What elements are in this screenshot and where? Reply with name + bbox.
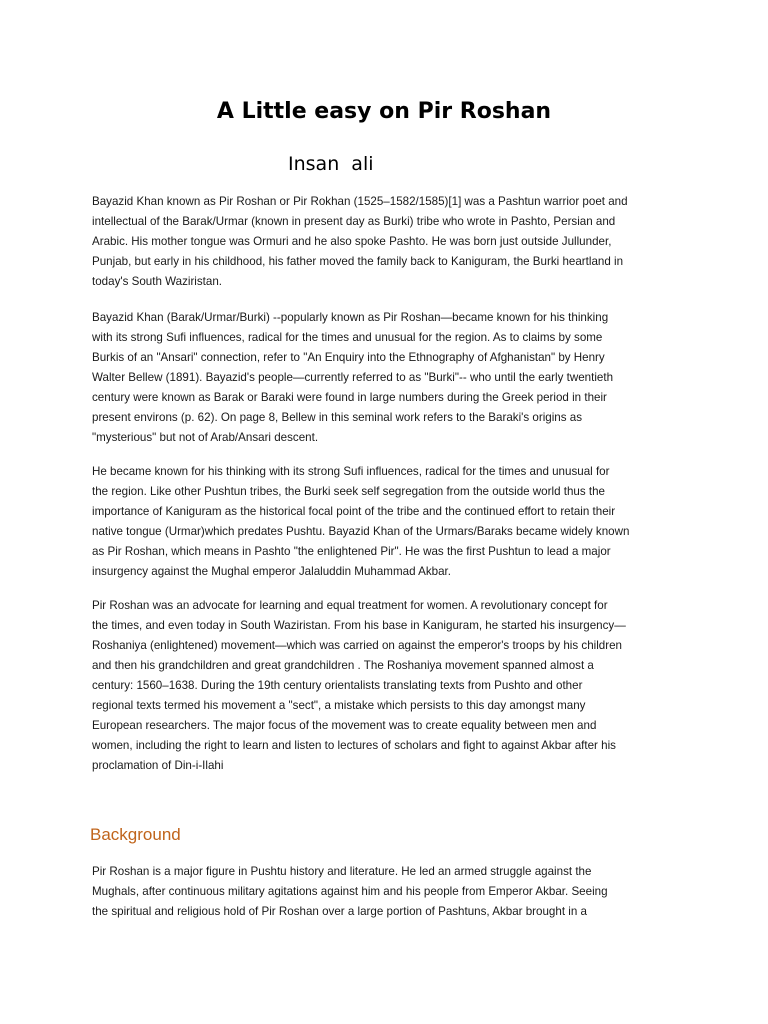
- paragraph-line: the times, and even today in South Waziristan. From his base in Kaniguram, he started his insurgency—: [92, 619, 626, 632]
- paragraph-line: the region. Like other Pushtun tribes, the Burki seek self segregation from the outside world thus the: [92, 485, 605, 498]
- paragraph-line: Punjab, but early in his childhood, his father moved the family back to Kaniguram, the Burki heartland in: [92, 255, 624, 268]
- paragraph-line: regional texts termed his movement a "sect", a mistake which persists to this day amongst many: [92, 699, 586, 712]
- paragraph-line: century: 1560–1638. During the 19th century orientalists translating texts from Pushto and other: [92, 679, 583, 692]
- paragraph-line: today's South Waziristan.: [92, 275, 223, 288]
- paragraph-line: native tongue (Urmar)which predates Pushtu. Bayazid Khan of the Urmars/Baraks became widely known: [92, 525, 630, 538]
- paragraph-2: [92, 308, 682, 448]
- paragraph-4: [92, 596, 682, 776]
- paragraph-line: century were known as Barak or Baraki were found in large numbers during the Greek period in their: [92, 391, 607, 404]
- paragraph-line: Walter Bellew (1891). Bayazid's people—currently referred to as "Burki"-- who until the early twentieth: [92, 371, 614, 384]
- document-author: Insan ali: [288, 153, 374, 175]
- paragraph-line: Bayazid Khan known as Pir Roshan or Pir Rokhan (1525–1582/1585)[1] was a Pashtun warrior poet and: [92, 195, 628, 208]
- paragraph-line: He became known for his thinking with its strong Sufi influences, radical for the times and unusual for: [92, 465, 610, 478]
- paragraph-line: Roshaniya (enlightened) movement—which was carried on against the emperor's troops by his children: [92, 639, 622, 652]
- paragraph-line: importance of Kaniguram as the historical focal point of the tribe and the continued effort to retain their: [92, 505, 616, 518]
- section-heading-background: Background: [90, 825, 181, 844]
- paragraph-line: Arabic. His mother tongue was Ormuri and he also spoke Pashto. He was born just outside Jullunder,: [92, 235, 612, 248]
- paragraph-line: women, including the right to learn and listen to lectures of scholars and fight to against Akbar after his: [92, 739, 616, 752]
- paragraph-line: Pir Roshan is a major figure in Pushtu history and literature. He led an armed struggle against the: [92, 865, 592, 878]
- paragraph-line: the spiritual and religious hold of Pir Roshan over a large portion of Pashtuns, Akbar brought in a: [92, 905, 587, 918]
- paragraph-line: European researchers. The major focus of the movement was to create equality between men and: [92, 719, 597, 732]
- paragraph-line: Bayazid Khan (Barak/Urmar/Burki) --popularly known as Pir Roshan—became known for his thinking: [92, 311, 609, 324]
- paragraph-line: Burkis of an "Ansari" connection, refer to "An Enquiry into the Ethnography of Afghanistan" by Henry: [92, 351, 605, 364]
- paragraph-line: intellectual of the Barak/Urmar (known in present day as Burki) tribe who wrote in Pashto, Persian and: [92, 215, 616, 228]
- paragraph-background: [92, 862, 682, 922]
- paragraph-3: [92, 462, 682, 582]
- paragraph-line: Mughals, after continuous military agitations against him and his people from Emperor Akbar. Seeing: [92, 885, 608, 898]
- paragraph-line: proclamation of Din-i-Ilahi: [92, 759, 224, 772]
- paragraph-line: Pir Roshan was an advocate for learning and equal treatment for women. A revolutionary concept for: [92, 599, 608, 612]
- document-title: A Little easy on Pir Roshan: [216, 99, 552, 124]
- paragraph-line: and then his grandchildren and great grandchildren . The Roshaniya movement spanned almost a: [92, 659, 594, 672]
- paragraph-line: present environs (p. 62). On page 8, Bellew in this seminal work refers to the Baraki's origins as: [92, 411, 583, 424]
- paragraph-line: "mysterious" but not of Arab/Ansari descent.: [92, 431, 319, 444]
- paragraph-line: as Pir Roshan, which means in Pashto "the enlightened Pir". He was the first Pushtun to lead a major: [92, 545, 611, 558]
- paragraph-line: insurgency against the Mughal emperor Jalaluddin Muhammad Akbar.: [92, 565, 451, 578]
- paragraph-line: with its strong Sufi influences, radical for the times and unusual for the region. As to claims by some: [92, 331, 603, 344]
- paragraph-1: [92, 192, 682, 292]
